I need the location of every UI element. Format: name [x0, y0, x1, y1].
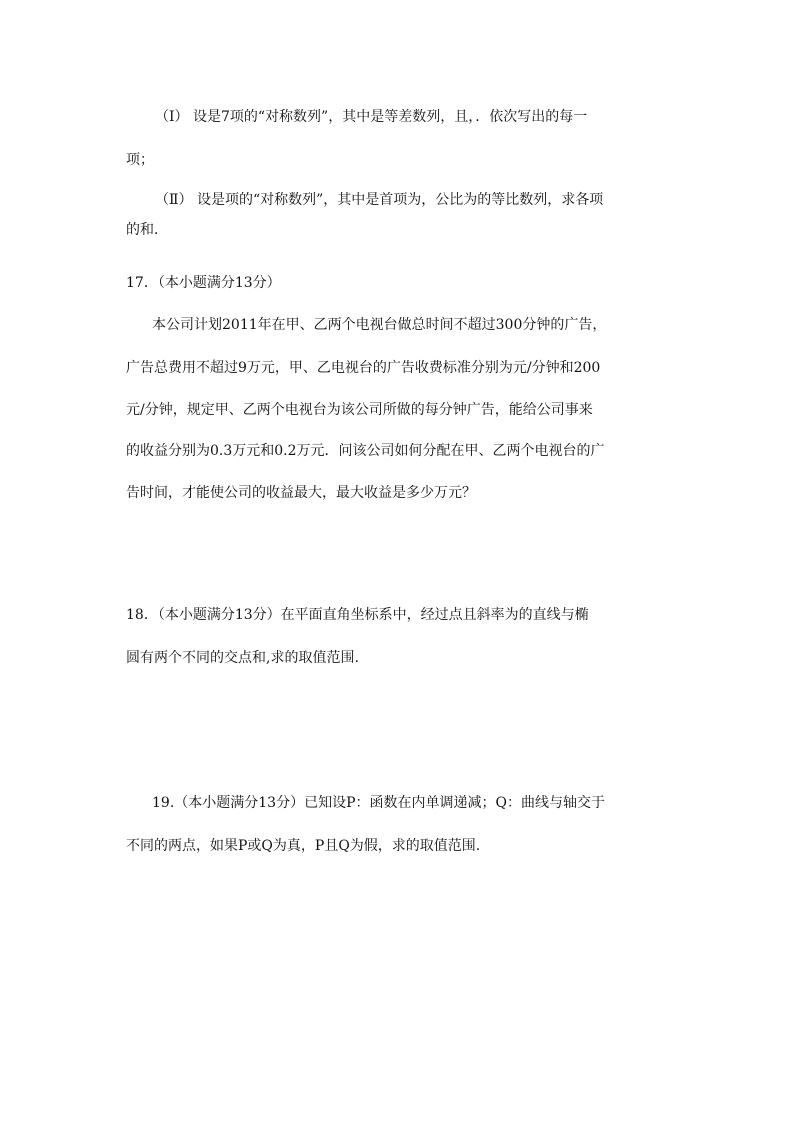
- q17-line1: 本公司计划2011年在甲、乙两个电视台做总时间不超过300分钟的广告，: [152, 317, 607, 333]
- q16-part1-line2: 项；: [126, 152, 154, 168]
- q17-line4: 的收益分别为0.3万元和0.2万元．问该公司如何分配在甲、乙两个电视台的广: [126, 443, 605, 459]
- q19-line2: 不同的两点，如果P或Q为真，P且Q为假，求的取值范围.: [126, 838, 481, 854]
- q17-line2: 广告总费用不超过9万元，甲、乙电视台的广告收费标准分别为元/分钟和200: [126, 360, 601, 376]
- q16-part1-line1: （Ⅰ） 设是7项的“对称数列”，其中是等差数列，且，．依次写出的每一: [155, 109, 588, 125]
- q18-line1: 18．（本小题满分13分）在平面直角坐标系中，经过点且斜率为的直线与椭: [126, 607, 589, 623]
- q18-line2: 圆有两个不同的交点和,求的取值范围.: [126, 650, 359, 666]
- q17-line5: 告时间，才能使公司的收益最大，最大收益是多少万元？: [126, 485, 476, 501]
- q17-line3: 元/分钟，规定甲、乙两个电视台为该公司所做的每分钟广告，能给公司事来: [126, 402, 593, 418]
- q16-part2-line1: （Ⅱ） 设是项的“对称数列”，其中是首项为，公比为的等比数列，求各项: [155, 192, 604, 208]
- q16-part2-line2: 的和．: [126, 222, 168, 238]
- q17-heading: 17．（本小题满分13分）: [126, 275, 281, 291]
- q19-line1: 19.（本小题满分13分）已知设P：函数在内单调递减；Q：曲线与轴交于: [152, 795, 605, 811]
